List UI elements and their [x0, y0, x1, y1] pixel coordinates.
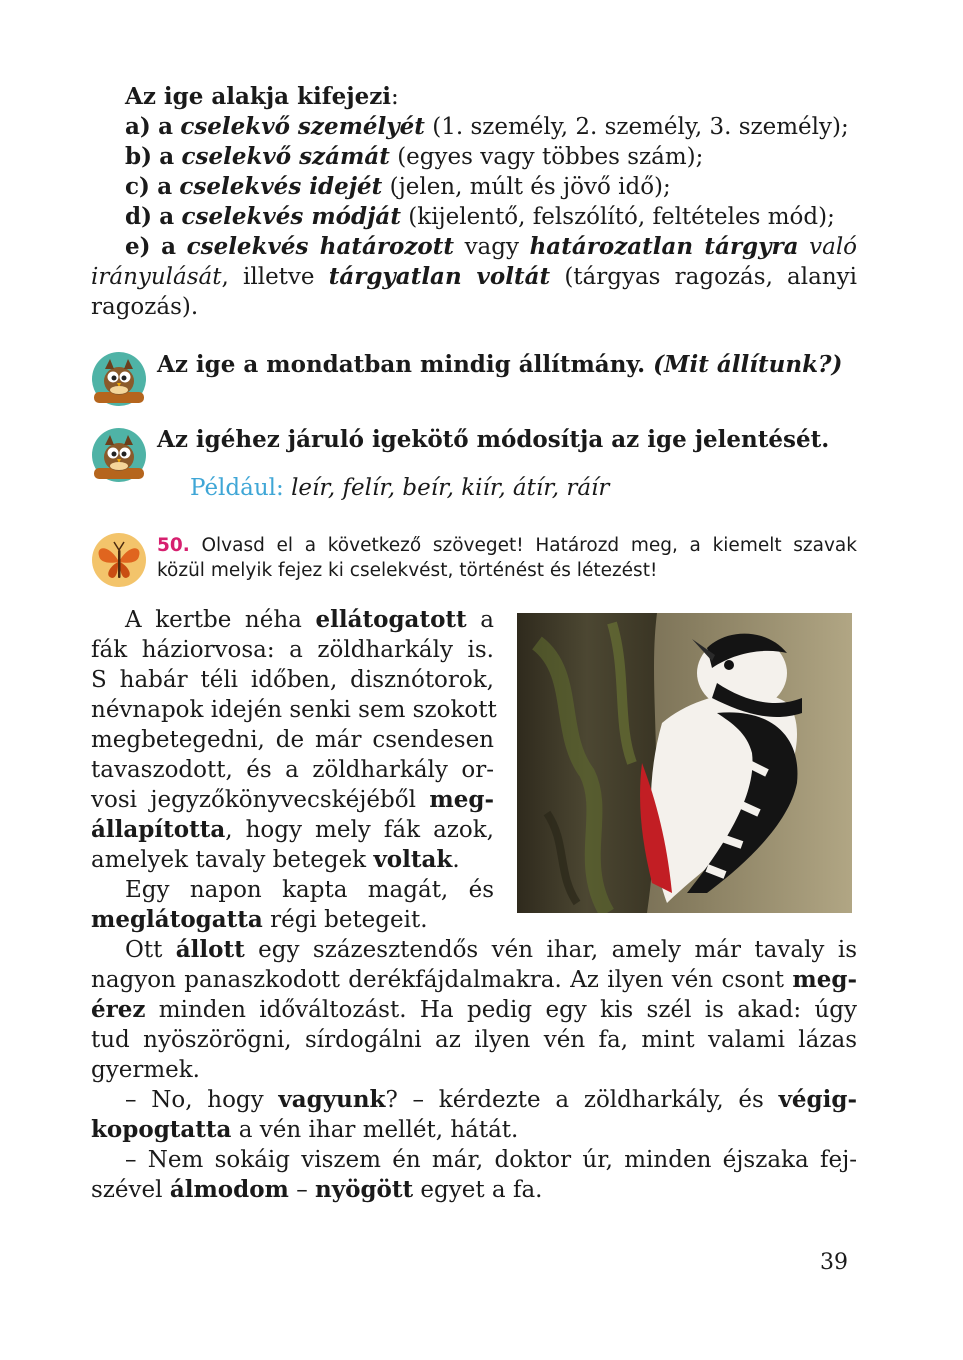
- rule-prefix: Az igéhez járuló igekötő módosítja az ige jelentését.: [157, 426, 830, 453]
- intro-item-c: c) a cselekvés idejét (jelen, múlt és jövő idő);: [125, 173, 671, 200]
- story-line: gyermek.: [91, 1057, 200, 1083]
- story-line: szével álmodom – nyögött egyet a fa.: [91, 1176, 543, 1203]
- story-line: névnapok idején senki sem szokott: [91, 697, 497, 723]
- story-line: S habár téli időben, disznótorok,: [91, 667, 494, 693]
- woodpecker-image: [517, 613, 852, 913]
- task-50: [157, 533, 857, 583]
- intro-item-b: b) a cselekvő számát (egyes vagy többes szám);: [125, 143, 704, 170]
- intro-heading: Az ige alakja kifejezi:: [125, 83, 399, 110]
- task-line2: közül melyik fejez ki cselekvést, történést és létezést!: [157, 560, 658, 581]
- story-line: A kertbe néha ellátogatott a: [125, 606, 494, 633]
- story-line: nagyon panaszkodott derékfájdalmakra. Az ilyen vén csont meg-: [91, 966, 857, 993]
- story-line: fák háziorvosa: a zöldharkály is.: [91, 637, 494, 663]
- example-label: Például:: [190, 475, 284, 501]
- example-words: leír, felír, beír, kiír, átír, ráír: [291, 475, 610, 501]
- example-line: [190, 473, 609, 503]
- owl-icon: [90, 428, 150, 486]
- owl-icon: [90, 352, 150, 410]
- intro-heading-text: Az ige alakja kifejezi: [125, 83, 392, 110]
- task-number: 50.: [157, 535, 190, 556]
- story-line: kopogtatta a vén ihar mellét, hátát.: [91, 1116, 519, 1143]
- intro-item-e-line3: ragozás).: [91, 294, 199, 320]
- story-line: Egy napon kapta magát, és: [125, 877, 494, 903]
- intro-item-d: d) a cselekvés módját (kijelentő, felszólító, feltételes mód);: [125, 203, 835, 230]
- story-line: amelyek tavaly betegek voltak.: [91, 846, 460, 873]
- story-line: állapította, hogy mely fák azok,: [91, 816, 494, 843]
- story-line: vosi jegyzőkönyvecskéjéből meg-: [91, 786, 494, 813]
- story-line: érez minden időváltozást. Ha pedig egy kis szél is akad: úgy: [91, 996, 857, 1023]
- intro-item-e-line1: e) a cselekvés határozott vagy határozatlan tárgyra való: [125, 233, 858, 260]
- butterfly-icon: [90, 532, 148, 588]
- story-line: meglátogatta régi betegeit.: [91, 906, 428, 933]
- intro-item-e-line2: irányulását, illetve tárgyatlan voltát (tárgyas ragozás, alanyi: [91, 263, 857, 290]
- task-line1: 50. Olvasd el a következő szöveget! Határozd meg, a kiemelt szavak: [157, 535, 857, 556]
- story-line: tavaszodott, és a zöldharkály or-: [91, 757, 494, 783]
- story-line: – Nem sokáig viszem én már, doktor úr, minden éjszaka fej-: [125, 1147, 857, 1173]
- intro-item-a: a) a cselekvő személyét (1. személy, 2. személy, 3. személy);: [125, 113, 849, 140]
- story-line: Ott állott egy százesztendős vén ihar, amely már tavaly is: [125, 936, 857, 963]
- story-line: tud nyöszörögni, sírdogálni az ilyen vén fa, mint valami lázas: [91, 1027, 857, 1053]
- story-line: megbetegedni, de már csendesen: [91, 727, 494, 753]
- page-number: 39: [820, 1250, 848, 1275]
- story-line: – No, hogy vagyunk? – kérdezte a zöldharkály, és végig-: [125, 1086, 858, 1113]
- rule-predicate: Az ige a mondatban mindig állítmány. (Mit állítunk?): [157, 351, 843, 378]
